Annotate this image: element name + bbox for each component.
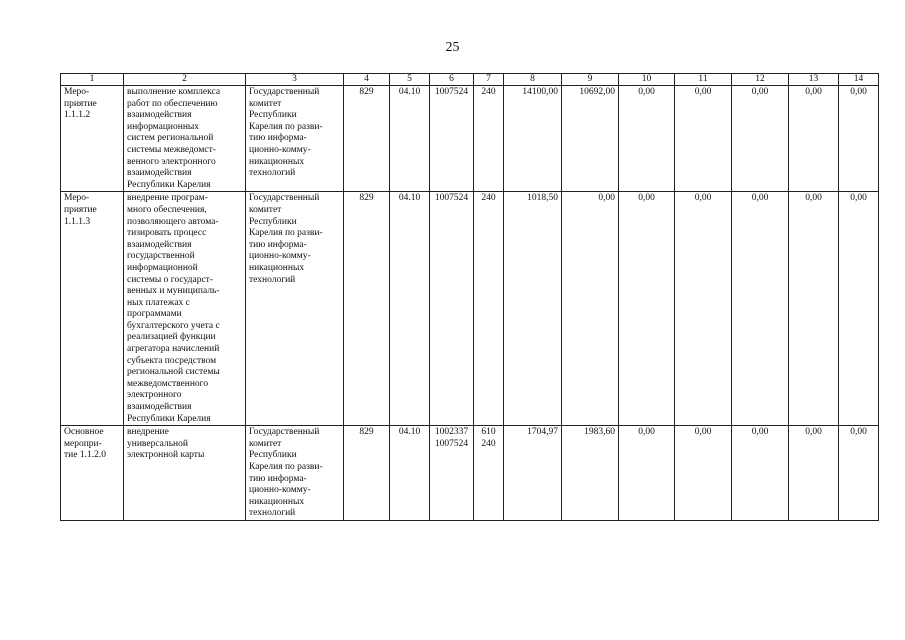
cell-line: взаимодействия (127, 110, 192, 121)
cell-line: комитет (249, 438, 282, 449)
cell-line: 240 (481, 438, 496, 449)
amount-cell: 0,00 (619, 86, 675, 192)
column-header: 1 (61, 74, 124, 86)
cell-line: ционно-комму- (249, 485, 311, 496)
cell-line: программами (127, 309, 182, 320)
cell-line: бухгалтерского учета с (127, 320, 220, 331)
cell-line: Государственный (249, 427, 320, 438)
cell-line: 1.1.1.2 (64, 110, 91, 121)
rzpr-cell (390, 86, 430, 192)
cell-line: никационных (249, 262, 305, 273)
column-header: 6 (430, 74, 474, 86)
csr-cell (430, 192, 474, 426)
cell-line: взаимодействия (127, 168, 192, 179)
amount-cell: 0,00 (789, 86, 839, 192)
cell-line: приятие (64, 204, 97, 215)
amount-cell: 0,00 (789, 426, 839, 521)
column-header: 9 (562, 74, 619, 86)
cell-line: работ по обеспечению (127, 98, 218, 109)
column-header: 8 (504, 74, 562, 86)
column-header: 11 (675, 74, 732, 86)
grbs-cell (344, 426, 390, 521)
column-header: 4 (344, 74, 390, 86)
column-header: 7 (474, 74, 504, 86)
cell-line: никационных (249, 156, 305, 167)
cell-line: комитет (249, 98, 282, 109)
cell-line: венного электронного (127, 156, 216, 167)
executor-cell (246, 86, 344, 192)
cell-line: системы межведомст- (127, 144, 216, 155)
cell-line: технологий (249, 508, 296, 519)
cell-line: выполнение комплекса (127, 87, 221, 97)
amount-cell: 0,00 (839, 86, 879, 192)
cell-line: Республики (249, 110, 297, 121)
cell-line: 829 (359, 193, 374, 204)
cell-line: 829 (359, 87, 374, 97)
cell-line: 04.10 (398, 427, 421, 438)
cell-line: Республики Карелия (127, 179, 211, 190)
amount-cell: 1704,97 (504, 426, 562, 521)
cell-line: 04.10 (398, 193, 421, 204)
cell-line: венных и муниципаль- (127, 286, 220, 297)
cell-line: региональной системы (127, 367, 220, 378)
column-header: 14 (839, 74, 879, 86)
cell-line: реализацией функции (127, 332, 216, 343)
cell-line: информационных (127, 121, 200, 132)
cell-line: 1007524 (434, 438, 469, 449)
executor-cell (246, 426, 344, 521)
grbs-cell (344, 86, 390, 192)
cell-line: 240 (481, 193, 496, 204)
table-row (61, 426, 879, 521)
cell-line: систем региональной (127, 133, 214, 144)
cell-line: 240 (481, 87, 496, 97)
cell-line: Меро- (64, 193, 90, 204)
cell-line: 1007524 (434, 87, 469, 97)
page-number: 25 (445, 40, 460, 55)
cell-line: ционно-комму- (249, 144, 311, 155)
amount-cell: 0,00 (619, 192, 675, 426)
cell-line: государственной (127, 251, 195, 262)
description-cell (124, 426, 246, 521)
cell-line: внедрение програм- (127, 193, 208, 204)
table-row (61, 192, 879, 426)
table-body (61, 86, 879, 521)
cell-line: субъекта посредством (127, 355, 217, 366)
cell-line: электронного (127, 390, 182, 401)
cell-line: взаимодействия (127, 239, 192, 250)
amount-cell: 0,00 (839, 426, 879, 521)
vr-cell (474, 192, 504, 426)
csr-cell (430, 426, 474, 521)
cell-line: универсальной (127, 438, 188, 449)
csr-cell (430, 86, 474, 192)
cell-line: 610 (481, 427, 496, 438)
cell-line: 1007524 (434, 193, 469, 204)
vr-cell (474, 426, 504, 521)
executor-cell (246, 192, 344, 426)
cell-line: никационных (249, 496, 305, 507)
cell-line: электронной карты (127, 450, 205, 461)
amount-cell: 0,00 (675, 86, 732, 192)
cell-line: позволяющего автома- (127, 216, 219, 227)
cell-line: Основное (64, 427, 104, 438)
amount-cell: 0,00 (675, 426, 732, 521)
amount-cell: 1983,60 (562, 426, 619, 521)
cell-line: тию информа- (249, 239, 307, 250)
cell-line: системы о государст- (127, 274, 214, 285)
cell-line: приятие (64, 98, 97, 109)
cell-line: Меро- (64, 87, 90, 97)
cell-line: Республики (249, 216, 297, 227)
column-header: 13 (789, 74, 839, 86)
amount-cell: 0,00 (732, 192, 789, 426)
cell-line: тие 1.1.2.0 (64, 450, 106, 461)
vr-cell (474, 86, 504, 192)
amount-cell: 14100,00 (504, 86, 562, 192)
cell-line: Республики (249, 450, 297, 461)
cell-line: тизировать процесс (127, 228, 207, 239)
measure-cell (61, 426, 124, 521)
cell-line: Карелия по разви- (249, 462, 323, 472)
column-header: 2 (124, 74, 246, 86)
cell-line: 1.1.1.3 (64, 216, 91, 227)
rzpr-cell (390, 192, 430, 426)
cell-line: 04.10 (398, 87, 421, 97)
cell-line: Республики Карелия (127, 413, 211, 424)
measure-cell (61, 192, 124, 426)
rzpr-cell (390, 426, 430, 521)
budget-table (60, 73, 879, 521)
column-header: 12 (732, 74, 789, 86)
column-header: 10 (619, 74, 675, 86)
cell-line: внедрение (127, 427, 169, 438)
amount-cell: 1018,50 (504, 192, 562, 426)
column-header: 5 (390, 74, 430, 86)
cell-line: много обеспечения, (127, 204, 207, 215)
description-cell (124, 86, 246, 192)
cell-line: взаимодействия (127, 402, 192, 413)
cell-line: агрегатора начислений (127, 344, 220, 355)
cell-line: Государственный (249, 87, 320, 97)
amount-cell: 0,00 (789, 192, 839, 426)
amount-cell: 10692,00 (562, 86, 619, 192)
cell-line: Карелия по разви- (249, 121, 323, 132)
cell-line: межведомственного (127, 378, 209, 389)
cell-line: комитет (249, 204, 282, 215)
cell-line: 1002337 (434, 427, 469, 438)
description-cell (124, 192, 246, 426)
grbs-cell (344, 192, 390, 426)
cell-line: меропри- (64, 438, 102, 449)
measure-cell (61, 86, 124, 192)
cell-line: ционно-комму- (249, 251, 311, 262)
cell-line: информационной (127, 262, 198, 273)
amount-cell: 0,00 (619, 426, 675, 521)
cell-line: тию информа- (249, 473, 307, 484)
cell-line: 829 (359, 427, 374, 438)
amount-cell: 0,00 (562, 192, 619, 426)
column-header: 3 (246, 74, 344, 86)
amount-cell: 0,00 (839, 192, 879, 426)
cell-line: ных платежах с (127, 297, 190, 308)
amount-cell: 0,00 (675, 192, 732, 426)
cell-line: Государственный (249, 193, 320, 204)
cell-line: технологий (249, 168, 296, 179)
amount-cell: 0,00 (732, 426, 789, 521)
column-number-row (61, 74, 879, 86)
amount-cell: 0,00 (732, 86, 789, 192)
table-row (61, 86, 879, 192)
cell-line: Карелия по разви- (249, 228, 323, 239)
cell-line: технологий (249, 274, 296, 285)
cell-line: тию информа- (249, 133, 307, 144)
